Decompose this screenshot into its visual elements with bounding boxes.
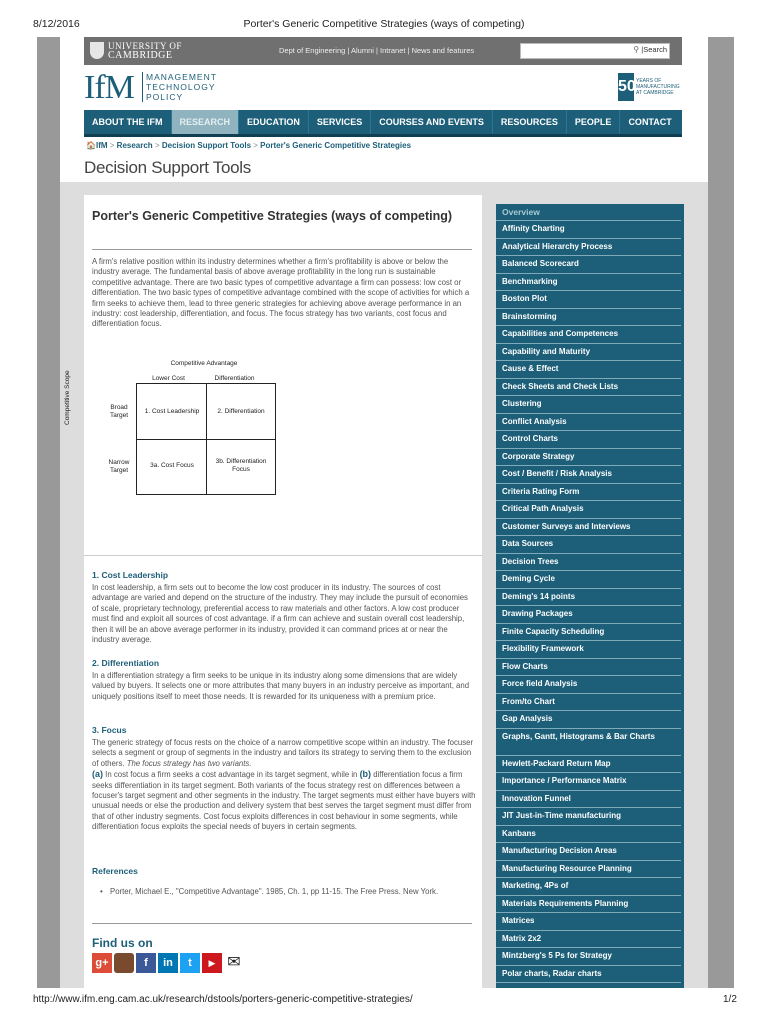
sidebar-item[interactable]: Importance / Performance Matrix [496, 773, 681, 791]
sidebar-item[interactable]: Flexibility Framework [496, 641, 681, 659]
ifm-logo-subtitle [142, 72, 217, 102]
nav-education[interactable]: EDUCATION [239, 110, 309, 134]
focus-variant-a-label: (a) [92, 769, 103, 780]
right-margin-band [708, 37, 734, 988]
matrix-col2-label: Differentiation [214, 375, 255, 382]
ifm-logo-line2: TECHNOLOGY [146, 82, 216, 92]
sidebar-item[interactable]: Brainstorming [496, 309, 681, 327]
badge-line2: MANUFACTURING [636, 84, 680, 90]
sidebar-item[interactable]: Materials Requirements Planning [496, 896, 681, 914]
matrix-cell-diff-focus-a: 3b. Differentiation [215, 458, 267, 465]
ifm-logo[interactable] [84, 70, 244, 110]
matrix-col1-label: Lower Cost [152, 375, 185, 382]
matrix-side-label: Competitive Scope [64, 370, 71, 425]
breadcrumb [86, 141, 411, 150]
badge-text [636, 78, 688, 96]
badge-line1: YEARS OF [636, 78, 662, 84]
matrix-row1-label-b: Target [109, 412, 129, 419]
matrix-hline [137, 439, 275, 440]
top-links[interactable]: Dept of Engineering | Alumni | Intranet | News and features [279, 46, 475, 55]
sidebar-item[interactable]: Criteria Rating Form [496, 484, 681, 502]
nav-about[interactable]: ABOUT THE IFM [84, 110, 172, 134]
linkedin-icon[interactable]: in [158, 953, 178, 973]
para-focus-text: The generic strategy of focus rests on the choice of a narrow competitive scope within an industry. The focuser selects a segment or group of segments in the industry and tailors its strategy to serving them to the exclusion of others. [92, 738, 474, 768]
anniversary-badge[interactable] [618, 73, 688, 101]
article-intro: A firm's relative position within its industry determines whether a firm's profitability is above or below the industry average. The fundamental basis of above average profitability in the long run is sustainable competitive advantage. There are two basic types of competitive advantage a firm can possess: low cost or differentiation. The two basic types of competitive advantage combined with the scope of activities for which a firm seeks to achieve them, lead to three generic strategies for achieving above average performance in an industry: cost leadership, differentiation, and focus. The focus strategy has two variants, cost focus and differentiation focus. [92, 257, 470, 329]
find-us-heading: Find us on [92, 936, 153, 950]
ifm-logo-text: IfM [84, 69, 134, 106]
divider [92, 923, 472, 924]
strategy-matrix [64, 360, 272, 505]
heading-focus: 3. Focus [92, 725, 127, 735]
sidebar-item[interactable]: Hewlett-Packard Return Map [496, 756, 681, 774]
para-differentiation: In a differentiation strategy a firm seeks to be unique in its industry along some dimensions that are widely valued by buyers. It selects one or more attributes that many buyers in an industry perceive as important, and uniquely positions itself to meet those needs. It is rewarded for its uniqueness with a premium price. [92, 671, 470, 701]
nav-courses-events[interactable]: COURSES AND EVENTS [371, 110, 493, 134]
sidebar-item[interactable]: Manufacturing Decision Areas [496, 843, 681, 861]
breadcrumb-research[interactable]: Research [116, 141, 153, 150]
sidebar-item[interactable]: Critical Path Analysis [496, 501, 681, 519]
crest-icon [90, 42, 104, 59]
heading-cost-leadership: 1. Cost Leadership [92, 570, 169, 580]
focus-variant-b-text: differentiation focus a firm seeks differentiation in its target segment. Both variants of the focus strategy rest on differences between a focuser's target segment and other segments in the industry. The target segments must either have buyers with unusual needs or else the production and delivery system that best serves the target segment must differ from that of other industry segments. Cost focus exploits differences in cost behaviour in some segments, while differentiation focus exploits the special needs of buyers in certain segments. [92, 770, 476, 832]
nav-services[interactable]: SERVICES [309, 110, 371, 134]
heading-references: References [92, 866, 138, 876]
home-icon: 🏠 [86, 141, 96, 150]
sidebar-item[interactable]: Kanbans [496, 826, 681, 844]
facebook-icon[interactable]: f [136, 953, 156, 973]
breadcrumb-sep: > [253, 141, 258, 150]
web-page [60, 37, 708, 988]
sidebar-overview[interactable]: Overview [496, 204, 681, 221]
breadcrumb-sep: > [154, 141, 160, 150]
matrix-cell-cost-focus: 3a. Cost Focus [150, 462, 194, 469]
top-bar [84, 37, 682, 65]
matrix-row2-label [106, 459, 132, 475]
youtube-icon[interactable]: ▶ [202, 953, 222, 973]
googleplus-icon[interactable]: g+ [92, 953, 112, 973]
sidebar-item[interactable]: Marketing, 4Ps of [496, 878, 681, 896]
reference-text: Porter, Michael E., "Competitive Advantage". 1985, Ch. 1, pp 11-15. The Free Press. New York. [110, 887, 439, 896]
print-header [0, 0, 768, 36]
sidebar-item[interactable]: Capability and Maturity [496, 344, 681, 362]
reference-item [100, 887, 470, 897]
sidebar-item[interactable]: Capabilities and Competences [496, 326, 681, 344]
search-button-label: Search [643, 45, 667, 54]
social-links [92, 953, 244, 973]
focus-variant-b-label: (b) [359, 769, 372, 780]
sidebar-item[interactable]: Deming Cycle [496, 571, 681, 589]
sidebar-item[interactable]: JIT Just-in-Time manufacturing [496, 808, 681, 826]
matrix-row1-label [106, 404, 132, 420]
sidebar-item[interactable]: Graphs, Gantt, Histograms & Bar Charts [496, 729, 681, 756]
matrix-cell-cost-leadership: 1. Cost Leadership [144, 408, 200, 415]
main-nav [84, 110, 682, 137]
sidebar-item[interactable]: Flow Charts [496, 659, 681, 677]
nav-people[interactable]: PEOPLE [567, 110, 621, 134]
breadcrumb-current[interactable]: Porter's Generic Competitive Strategies [260, 141, 412, 150]
instagram-icon[interactable] [114, 953, 134, 973]
sidebar-item[interactable]: Clustering [496, 396, 681, 414]
sidebar-item[interactable]: Affinity Charting [496, 221, 681, 239]
print-page-number: 1/2 [723, 994, 737, 1005]
badge-number: 50 [618, 73, 634, 101]
matrix-cell-differentiation: 2. Differentiation [217, 408, 265, 415]
matrix-grid [136, 383, 276, 495]
nav-resources[interactable]: RESOURCES [493, 110, 567, 134]
sidebar-item[interactable]: Control Charts [496, 431, 681, 449]
para-cost-leadership: In cost leadership, a firm sets out to become the low cost producer in its industry. The sources of cost advantage are varied and depend on the structure of the industry. They may include the pursuit of economies of scale, proprietary technology, preferential access to raw materials and other factors. A low cost producer must find and exploit all sources of cost advantage. if a firm can achieve and sustain overall cost leadership, then it will be an above average performer in its industry, provided it can command prices at or near the industry average. [92, 583, 468, 645]
search-icon: ⚲ [633, 45, 640, 54]
search-input[interactable] [521, 48, 633, 62]
para-focus-italic: The focus strategy has two variants. [126, 758, 252, 768]
sidebar-item[interactable]: Analytical Hierarchy Process [496, 239, 681, 257]
breadcrumb-home[interactable]: IfM [95, 141, 108, 150]
article-title: Porter's Generic Competitive Strategies (ways of competing) [92, 209, 453, 223]
left-margin-band [37, 37, 60, 988]
print-url: http://www.ifm.eng.cam.ac.uk/research/dstools/porters-generic-competitive-strategies/ [33, 994, 413, 1005]
badge-line3: AT CAMBRIDGE [636, 90, 674, 96]
matrix-row1-label-a: Broad [110, 404, 128, 411]
nav-research[interactable]: RESEARCH [172, 110, 240, 134]
page-title: Decision Support Tools [84, 158, 251, 177]
sidebar-item[interactable]: Deming's 14 points [496, 589, 681, 607]
divider [92, 249, 472, 250]
university-logo-line1: UNIVERSITY OF [108, 41, 182, 51]
ifm-logo-line1: MANAGEMENT [146, 72, 217, 82]
sidebar-item[interactable]: From/to Chart [496, 694, 681, 712]
university-logo[interactable] [90, 41, 190, 61]
sidebar-item[interactable]: Manufacturing Resource Planning [496, 861, 681, 879]
sidebar-item[interactable]: Benchmarking [496, 274, 681, 292]
matrix-row2-label-a: Narrow [108, 459, 130, 466]
sidebar-item[interactable]: Cause & Effect [496, 361, 681, 379]
search-box [520, 43, 670, 59]
divider [84, 555, 482, 556]
ifm-logo-line3: POLICY [146, 92, 184, 102]
search-button[interactable]: ⚲ |Search [633, 45, 667, 54]
bullet-icon: • [100, 887, 103, 896]
sidebar-item[interactable]: Finite Capacity Scheduling [496, 624, 681, 642]
sidebar-item[interactable]: Customer Surveys and Interviews [496, 519, 681, 537]
matrix-row2-label-b: Target [109, 467, 129, 474]
sidebar-item[interactable]: Force field Analysis [496, 676, 681, 694]
sidebar-item[interactable]: Decision Trees [496, 554, 681, 572]
sidebar-item[interactable]: Matrix 2x2 [496, 931, 681, 949]
sidebar-item[interactable]: Polar charts, Radar charts [496, 966, 681, 984]
focus-variant-a-text: In cost focus a firm seeks a cost advantage in its target segment, while in [103, 770, 360, 780]
sidebar-item[interactable]: Corporate Strategy [496, 449, 681, 467]
breadcrumb-sep: > [109, 141, 115, 150]
print-date: 8/12/2016 [33, 18, 80, 30]
twitter-icon[interactable]: t [180, 953, 200, 973]
sidebar-item[interactable]: Boston Plot [496, 291, 681, 309]
article [64, 195, 482, 988]
sidebar-item[interactable]: Matrices [496, 913, 681, 931]
print-title: Porter's Generic Competitive Strategies (ways of competing) [243, 18, 525, 30]
nav-contact[interactable]: CONTACT [628, 117, 672, 127]
para-focus [92, 738, 476, 833]
heading-differentiation: 2. Differentiation [92, 658, 160, 668]
sidebar-item[interactable]: Cost / Benefit / Risk Analysis [496, 466, 681, 484]
matrix-top-label: Competitive Advantage [170, 360, 238, 367]
sidebar-item[interactable]: Check Sheets and Check Lists [496, 379, 681, 397]
sidebar-item[interactable]: Drawing Packages [496, 606, 681, 624]
print-footer [0, 992, 768, 1012]
sidebar-item[interactable]: Gap Analysis [496, 711, 681, 729]
breadcrumb-decision-tools[interactable]: Decision Support Tools [161, 141, 252, 150]
sidebar-item[interactable]: Mintzberg's 5 Ps for Strategy [496, 948, 681, 966]
sidebar-item[interactable]: Conflict Analysis [496, 414, 681, 432]
sidebar-item[interactable]: Innovation Funnel [496, 791, 681, 809]
sidebar-item[interactable]: Balanced Scorecard [496, 256, 681, 274]
sidebar-item[interactable]: Data Sources [496, 536, 681, 554]
university-logo-line2: CAMBRIDGE [108, 50, 173, 61]
matrix-cell-diff-focus [208, 458, 274, 474]
email-icon[interactable]: ✉ [224, 953, 244, 973]
matrix-cell-diff-focus-b: Focus [232, 466, 250, 473]
tools-sidebar [496, 204, 684, 988]
